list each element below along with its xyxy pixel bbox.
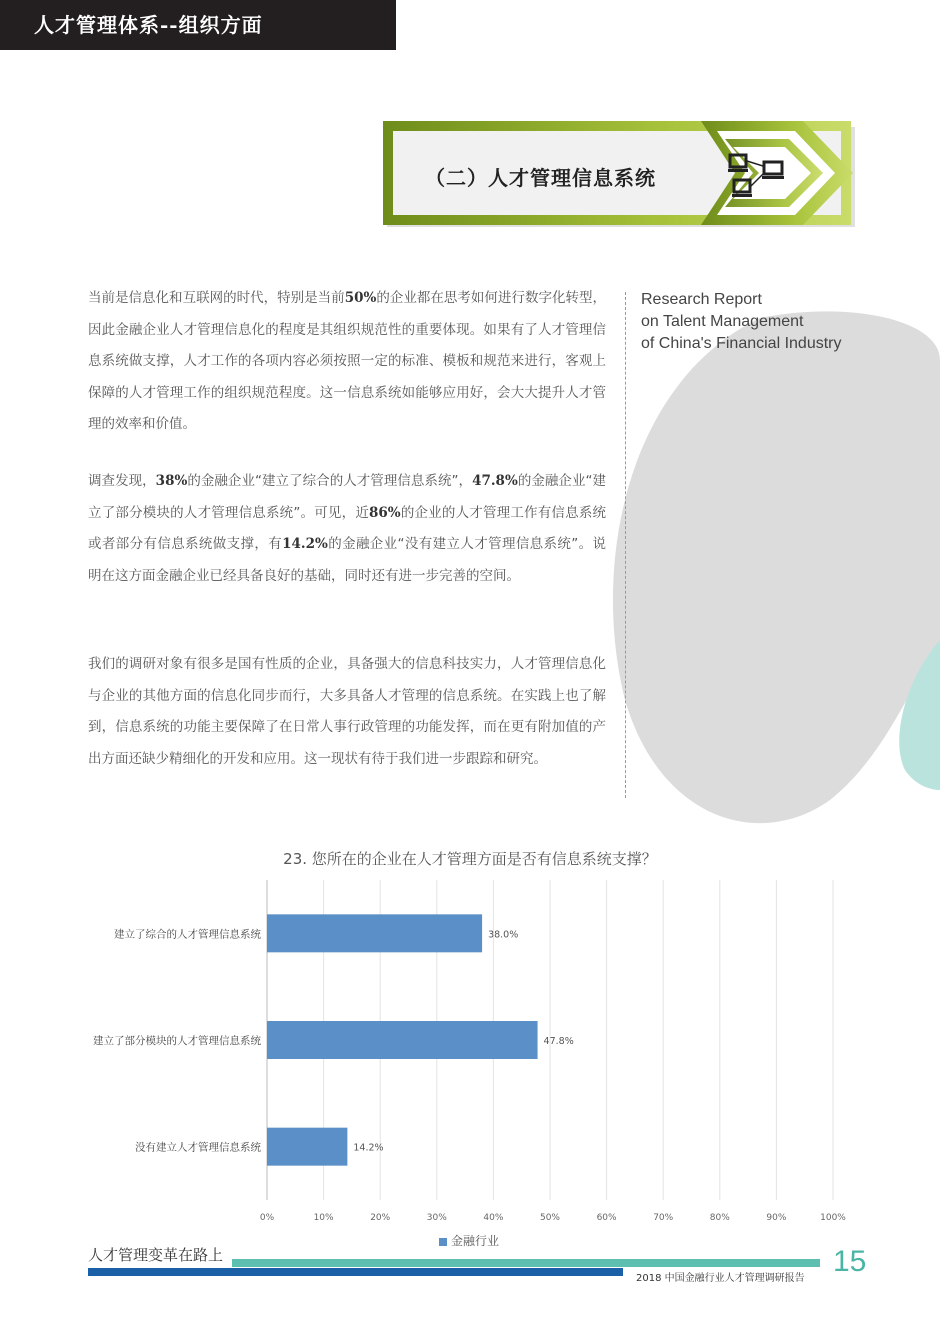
highlight-number: 38% [155,473,188,489]
highlight-number: 50% [344,290,377,306]
footer-teal-bar [232,1259,820,1267]
text-run: 的企业都在思考如何进行数字化转型，因此金融企业人才管理信息化的程度是其组织规范性的重要体现。如果有了人才管理信息系统做支撑，人才工作的各项内容必须按照一定的标准、模板和规范来进行，客观上保障的人才管理工作的组织规范程度。这一信息系统如能够应用好，会大大提升人才管理的效率和价值。 [88,290,607,432]
category-label: 建立了部分模块的人才管理信息系统 [93,1035,261,1047]
x-tick-label: 50% [539,1213,561,1223]
text-run: ， [458,473,473,489]
highlight-number: 47.8% [472,473,518,489]
bar [267,914,482,952]
x-tick-label: 40% [483,1213,504,1223]
text-run: 的金融企业 [517,473,586,489]
paragraph-1 [88,283,606,441]
chart-title: 23. 您所在的企业在人才管理方面是否有信息系统支撑？ [283,850,657,868]
x-tick-label: 100% [820,1213,846,1223]
side-caption-line: on Talent Management [641,313,804,330]
category-label: 建立了综合的人才管理信息系统 [114,928,261,941]
text-run: “建立了部分模块的人才管理信息系统” [88,473,607,521]
header-bar: 人才管理体系--组织方面 [0,0,396,50]
footer-slogan: 人才管理变革在路上 [88,1246,224,1264]
highlight-number: 86% [369,504,401,521]
text-run: 的金融企业 [187,473,255,489]
data-label: 14.2% [353,1142,384,1154]
legend-swatch [439,1238,447,1246]
footer-blue-bar [88,1268,623,1276]
section-title: （二）人才管理信息系统 [425,166,656,190]
highlight-number: 14.2% [282,536,328,552]
text-run: “建立了综合的人才管理信息系统” [255,473,459,489]
paragraph-3: 我们的调研对象有很多是国有性质的企业，具备强大的信息科技实力，人才管理信息化与企业的其他方面的信息化同步而行，大多具备人才管理的信息系统。在实践上也了解到，信息系统的功能主要保障了在日常人事行政管理的功能发挥，而在更有附加值的产出方面还缺少精细化的开发和应用。这一现状有待于我们进一步跟踪和研究。 [88,656,606,767]
paragraph-2 [88,466,606,592]
legend-label: 金融行业 [451,1234,500,1248]
text-run: 。可见，近 [300,504,370,521]
bar [267,1021,538,1059]
footer-report-title: 2018 中国金融行业人才管理调研报告 [636,1273,805,1284]
page-number: 15 [833,1245,867,1278]
text-run: 调查发现， [88,473,156,489]
x-tick-label: 90% [766,1213,787,1223]
category-label: 没有建立人才管理信息系统 [135,1141,261,1154]
x-tick-label: 10% [313,1213,334,1223]
x-tick-label: 60% [596,1213,617,1223]
bar-chart [0,870,940,1230]
side-caption [641,289,841,355]
x-tick-label: 80% [709,1213,730,1223]
network-computers-icon [727,152,787,200]
x-tick-label: 70% [653,1213,674,1223]
data-label: 38.0% [488,929,519,941]
text-run: 当前是信息化和互联网的时代，特别是当前 [88,290,345,306]
column-divider [625,292,626,798]
side-caption-line: Research Report [641,291,762,308]
bar [267,1128,347,1166]
text-run: 的企业的人才管理工作有信息系统或者部分有信息系统做支撑，有 [88,504,607,552]
chart-legend [439,1232,499,1249]
x-tick-label: 30% [426,1213,447,1223]
text-run: 的金融企业“没有建立人才管理信息系统”。说明在这方面金融企业已经具备良好的基础，同时还有进一步完善的空间。 [88,536,606,584]
side-caption-line: of China's Financial Industry [641,335,842,352]
x-tick-label: 20% [370,1213,391,1223]
data-label: 47.8% [543,1036,574,1047]
x-tick-label: 0% [259,1213,275,1223]
